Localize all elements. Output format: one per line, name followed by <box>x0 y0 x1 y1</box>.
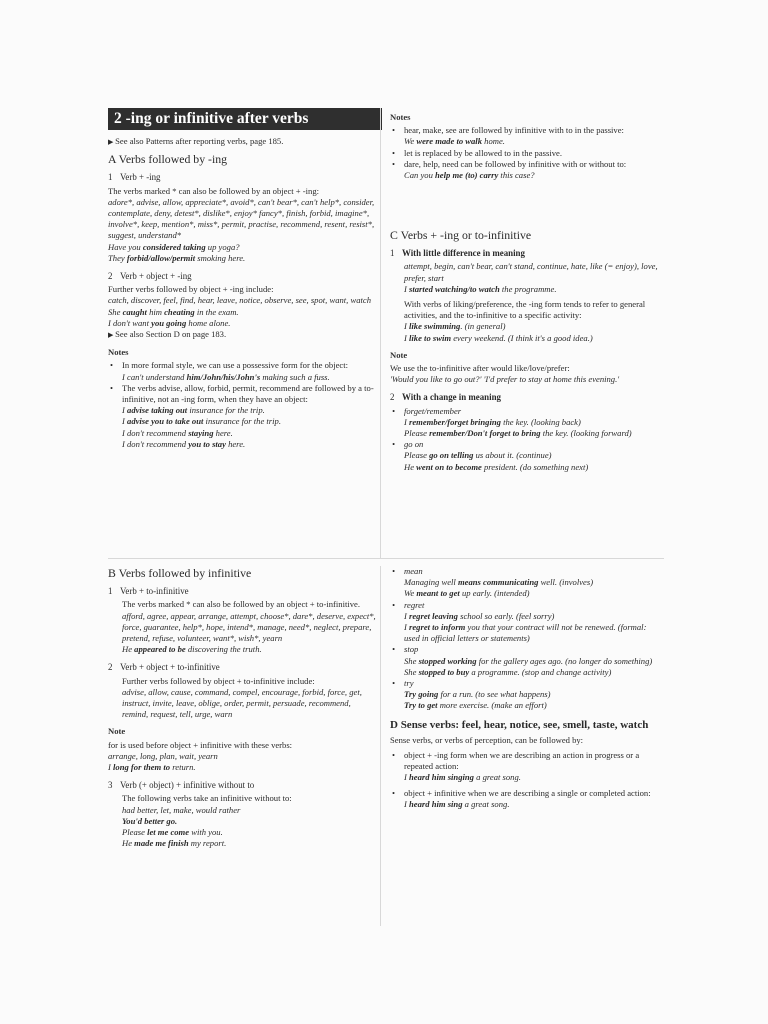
c1-verb-list: attempt, begin, can't bear, can't stand, continue, hate, like (= enjoy), love, prefer, start <box>404 261 658 283</box>
c2-mean-example-1: Managing well means communicating well. (involves) <box>404 577 594 588</box>
section-a-heading: A Verbs followed by -ing <box>108 152 228 167</box>
d-text: Sense verbs, or verbs of perception, can be followed by: <box>390 734 584 745</box>
c-note-example: 'Would you like to go out?' 'I'd prefer to stay at home this evening.' <box>390 374 620 385</box>
a2-see-also: ▶ See also Section D on page 183. <box>108 329 378 341</box>
right-note-3-example: Can you help me (to) carry this case? <box>404 170 535 181</box>
c1-example-3: I like to swim every weekend. (I think it's a good idea.) <box>404 332 593 343</box>
a-note-2-example-2: I advise you to take out insurance for the trip. <box>122 416 281 427</box>
a-note-2-example-4: I don't recommend you to stay here. <box>122 438 246 449</box>
b1-text: The verbs marked * can also be followed by an object + to-infinitive. <box>122 599 360 610</box>
a-note-2-example-1: I advise taking out insurance for the trip. <box>122 405 265 416</box>
b2-verb-list: advise, allow, cause, command, compel, encourage, forbid, force, get, instruct, invite, leave, oblige, order, permit, persuade, recommend, remind, request, tell, urge, warn <box>122 686 362 720</box>
a2-heading: 2 Verb + object + -ing <box>108 271 192 282</box>
c2-stop-example-1: She stopped working for the gallery ages ago. (no longer do something) <box>404 655 653 666</box>
c2-verb-regret: • regret <box>390 600 662 611</box>
a1-text: The verbs marked * can also be followed by an object + -ing: <box>108 185 320 196</box>
c-note-heading: Note <box>390 349 408 360</box>
c2-go-on-example-2: He went on to become president. (do something next) <box>404 461 589 472</box>
c1-example-2: I like swimming. (in general) <box>404 321 506 332</box>
c2-forget-example-2: Please remember/Don't forget to bring the key. (looking forward) <box>404 428 632 439</box>
c1-heading: 1 With little difference in meaning <box>390 248 525 259</box>
a-note-2: • The verbs advise, allow, forbid, permit, recommend are followed by a to-infinitive, not an -ing form, when they have an object: <box>108 383 378 405</box>
c2-try-example-1: Try going for a run. (to see what happens) <box>404 689 551 700</box>
section-b-heading: B Verbs followed by infinitive <box>108 566 252 580</box>
b3-example-3: He made me finish my report. <box>122 838 227 849</box>
c2-mean-example-2: We meant to get up early. (intended) <box>404 588 530 599</box>
b-note-list: arrange, long, plan, wait, yearn <box>108 750 218 761</box>
b1-example: He appeared to be discovering the truth. <box>122 644 262 655</box>
d-item-2: • object + infinitive when we are describing a single or completed action: <box>390 788 662 799</box>
unit-title: -ing or infinitive after verbs <box>121 110 309 127</box>
b3-example-1: You'd better go. <box>122 815 178 826</box>
a-note-1-example: I can't understand him/John/his/John's making such a fuss. <box>122 371 330 382</box>
a-notes-heading: Notes <box>108 347 129 358</box>
right-note-3: • dare, help, need can be followed by infinitive with or without to: <box>390 159 662 170</box>
right-notes-heading: Notes <box>390 112 411 122</box>
c2-verb-try: • try <box>390 678 662 689</box>
a2-example-2: I don't want you going home alone. <box>108 317 231 328</box>
unit-number: 2 <box>114 110 122 127</box>
column-divider-top <box>380 108 381 558</box>
right-note-2: • let is replaced by be allowed to in the passive. <box>390 148 662 159</box>
b3-example-2: Please let me come with you. <box>122 827 223 838</box>
b1-verb-list: afford, agree, appear, arrange, attempt, choose*, dare*, deserve, expect*, force, guarantee, help*, hope, intend*, manage, need*, neglect, prepare, pretend, refuse, volunteer, want*, wish*, yearn <box>122 610 376 644</box>
a-note-1: • In more formal style, we can use a possessive form for the object: <box>108 360 378 371</box>
section-c <box>390 226 662 473</box>
c2-verb-go-on: • go on <box>390 439 662 450</box>
b2-text: Further verbs followed by object + to-infinitive include: <box>122 675 315 686</box>
section-c-continued-and-d <box>390 566 662 810</box>
section-d-heading: D Sense verbs: feel, hear, notice, see, smell, taste, watch <box>390 718 649 731</box>
a1-example-2: They forbid/allow/permit smoking here. <box>108 252 246 263</box>
a1-example-1: Have you considered taking up yoga? <box>108 241 240 252</box>
b-note-text: for is used before object + infinitive with these verbs: <box>108 739 293 750</box>
see-also-note: ▶ See also Patterns after reporting verbs, page 185. <box>108 136 378 148</box>
a2-verb-list: catch, discover, feel, find, hear, leave, notice, observe, see, spot, want, watch <box>108 295 371 306</box>
b3-verb-list: had better, let, make, would rather <box>122 804 241 815</box>
b1-heading: 1 Verb + to-infinitive <box>108 586 189 597</box>
right-notes <box>390 112 662 181</box>
c2-verb-mean: • mean <box>390 566 662 577</box>
column-divider-bottom <box>380 566 381 926</box>
c1-example: I started watching/to watch the programme. <box>404 283 557 294</box>
c2-stop-example-2: She stopped to buy a programme. (stop and change activity) <box>404 666 612 677</box>
c2-heading: 2 With a change in meaning <box>390 392 501 403</box>
left-column-top <box>108 108 378 450</box>
c2-verb-stop: • stop <box>390 644 662 655</box>
b2-heading: 2 Verb + object + to-infinitive <box>108 662 220 673</box>
b-note-example: I long for them to return. <box>108 762 196 773</box>
c2-regret-example-2: I regret to inform you that your contract will not be renewed. (formal: used in official letters or statements) <box>404 622 647 644</box>
c2-go-on-example-1: Please go on telling us about it. (continue) <box>404 450 552 461</box>
d-item-1: • object + -ing form when we are describing an action in progress or a repeated action: <box>390 750 662 772</box>
right-note-1-example: We were made to walk home. <box>404 136 505 147</box>
b-note-heading: Note <box>108 726 126 737</box>
b3-text: The following verbs take an infinitive without to: <box>122 793 292 804</box>
a2-example-1: She caught him cheating in the exam. <box>108 306 239 317</box>
c1-text: With verbs of liking/preference, the -ing form tends to refer to general activities, and the to-infinitive to a specific activity: <box>404 299 646 321</box>
unit-title-band <box>108 108 382 130</box>
d-item-1-example: I heard him singing a great song. <box>404 772 521 783</box>
d-item-2-example: I heard him sing a great song. <box>404 798 510 809</box>
section-b <box>108 566 376 849</box>
horizontal-divider <box>108 558 664 559</box>
c2-forget-example-1: I remember/forget bringing the key. (looking back) <box>404 416 581 427</box>
right-note-1: • hear, make, see are followed by infinitive with to in the passive: <box>390 125 662 136</box>
a-note-2-example-3: I don't recommend staying here. <box>122 427 233 438</box>
c2-verb-forget: • forget/remember <box>390 406 662 417</box>
section-c-heading: C Verbs + -ing or to-infinitive <box>390 228 532 242</box>
b3-heading: 3 Verb (+ object) + infinitive without to <box>108 780 255 791</box>
c2-regret-example-1: I regret leaving school so early. (feel sorry) <box>404 610 555 621</box>
a1-heading: 1 Verb + -ing <box>108 172 161 183</box>
a1-verb-list: adore*, advise, allow, appreciate*, avoid*, can't bear*, can't help*, consider, contemplate, deny, detest*, dislike*, enjoy* fancy*, finish, forbid, imagine*, involve*, keep, mention*, miss*, permit, practise, recommend, resent, resist*, suggest, understand* <box>108 196 375 241</box>
a2-text: Further verbs followed by object + -ing include: <box>108 284 274 295</box>
c-note-text: We use the to-infinitive after would like/love/prefer: <box>390 363 570 374</box>
c2-try-example-2: Try to get more exercise. (make an effort) <box>404 700 547 711</box>
